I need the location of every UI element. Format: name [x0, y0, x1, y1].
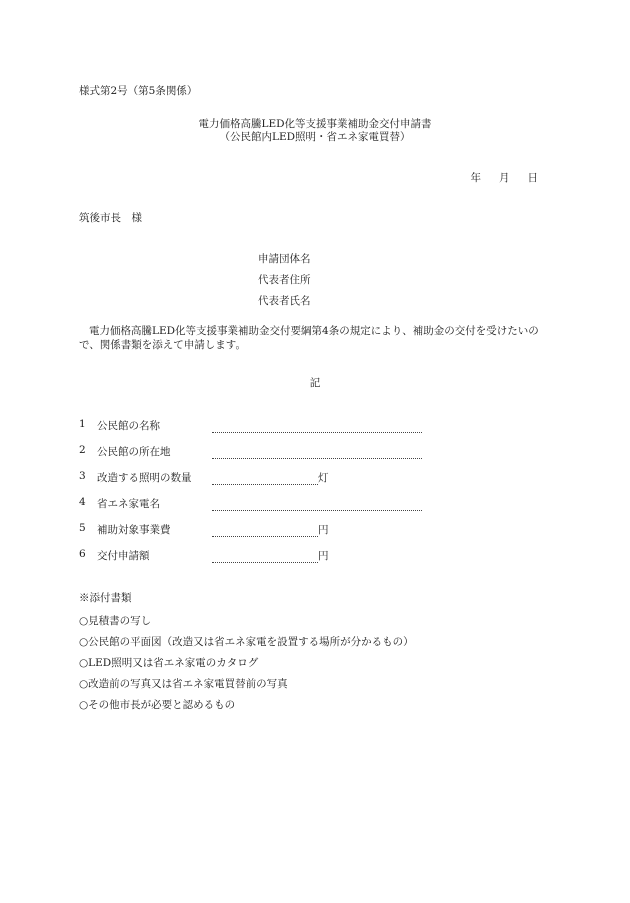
item-label: 公民館の名称 [97, 420, 160, 432]
applicant-name-label: 代表者氏名 [258, 295, 311, 307]
title-line-1: 電力価格高騰LED化等支援事業補助金交付申請書 [198, 118, 432, 130]
attachments-heading: ※添付書類 [79, 592, 132, 604]
attachment-item: ○改造前の写真又は省エネ家電買替前の写真 [79, 678, 288, 690]
item-number: 1 [79, 418, 86, 430]
date-day-label: 日 [527, 172, 538, 184]
fill-line[interactable] [212, 458, 422, 459]
item-label: 交付申請額 [97, 550, 150, 562]
form-number: 様式第2号（第5条関係） [79, 85, 198, 97]
attachment-item: ○その他市長が必要と認めるもの [79, 699, 236, 711]
applicant-block [258, 249, 311, 312]
date-month-label: 月 [499, 172, 510, 184]
item-label: 公民館の所在地 [97, 446, 171, 458]
attachment-item: ○見積書の写し [79, 615, 152, 627]
applicant-address-label: 代表者住所 [258, 274, 311, 286]
attachment-item: ○LED照明又は省エネ家電のカタログ [79, 657, 259, 669]
date-field [471, 170, 539, 185]
item-label: 改造する照明の数量 [97, 472, 192, 484]
item-number: 4 [79, 496, 86, 508]
item-label: 省エネ家電名 [97, 498, 160, 510]
unit-label: 灯 [318, 472, 329, 484]
fill-line[interactable] [212, 536, 318, 537]
ki-heading: 記 [309, 377, 321, 389]
date-year-label: 年 [470, 172, 481, 184]
addressee: 筑後市長 様 [79, 212, 142, 224]
item-number: 2 [79, 444, 86, 456]
fill-line[interactable] [212, 484, 318, 485]
item-number: 3 [79, 470, 86, 482]
item-label: 補助対象事業費 [97, 524, 171, 536]
fill-line[interactable] [212, 510, 422, 511]
attachments-list [79, 611, 414, 716]
item-number: 6 [79, 548, 86, 560]
application-statement: 電力価格高騰LED化等支援事業補助金交付要綱第4条の規定により、補助金の交付を受けたいので、関係書類を添えて申請します。 [79, 325, 539, 351]
fill-line[interactable] [212, 432, 422, 433]
document-title [0, 118, 630, 144]
unit-label: 円 [318, 550, 329, 562]
applicant-org-label: 申請団体名 [258, 253, 311, 265]
fill-line[interactable] [212, 562, 318, 563]
attachment-item: ○公民館の平面図（改造又は省エネ家電を設置する場所が分かるもの） [79, 636, 414, 648]
unit-label: 円 [318, 524, 329, 536]
item-number: 5 [79, 522, 86, 534]
title-line-2: （公民館内LED照明・省エネ家電買替） [219, 131, 411, 143]
